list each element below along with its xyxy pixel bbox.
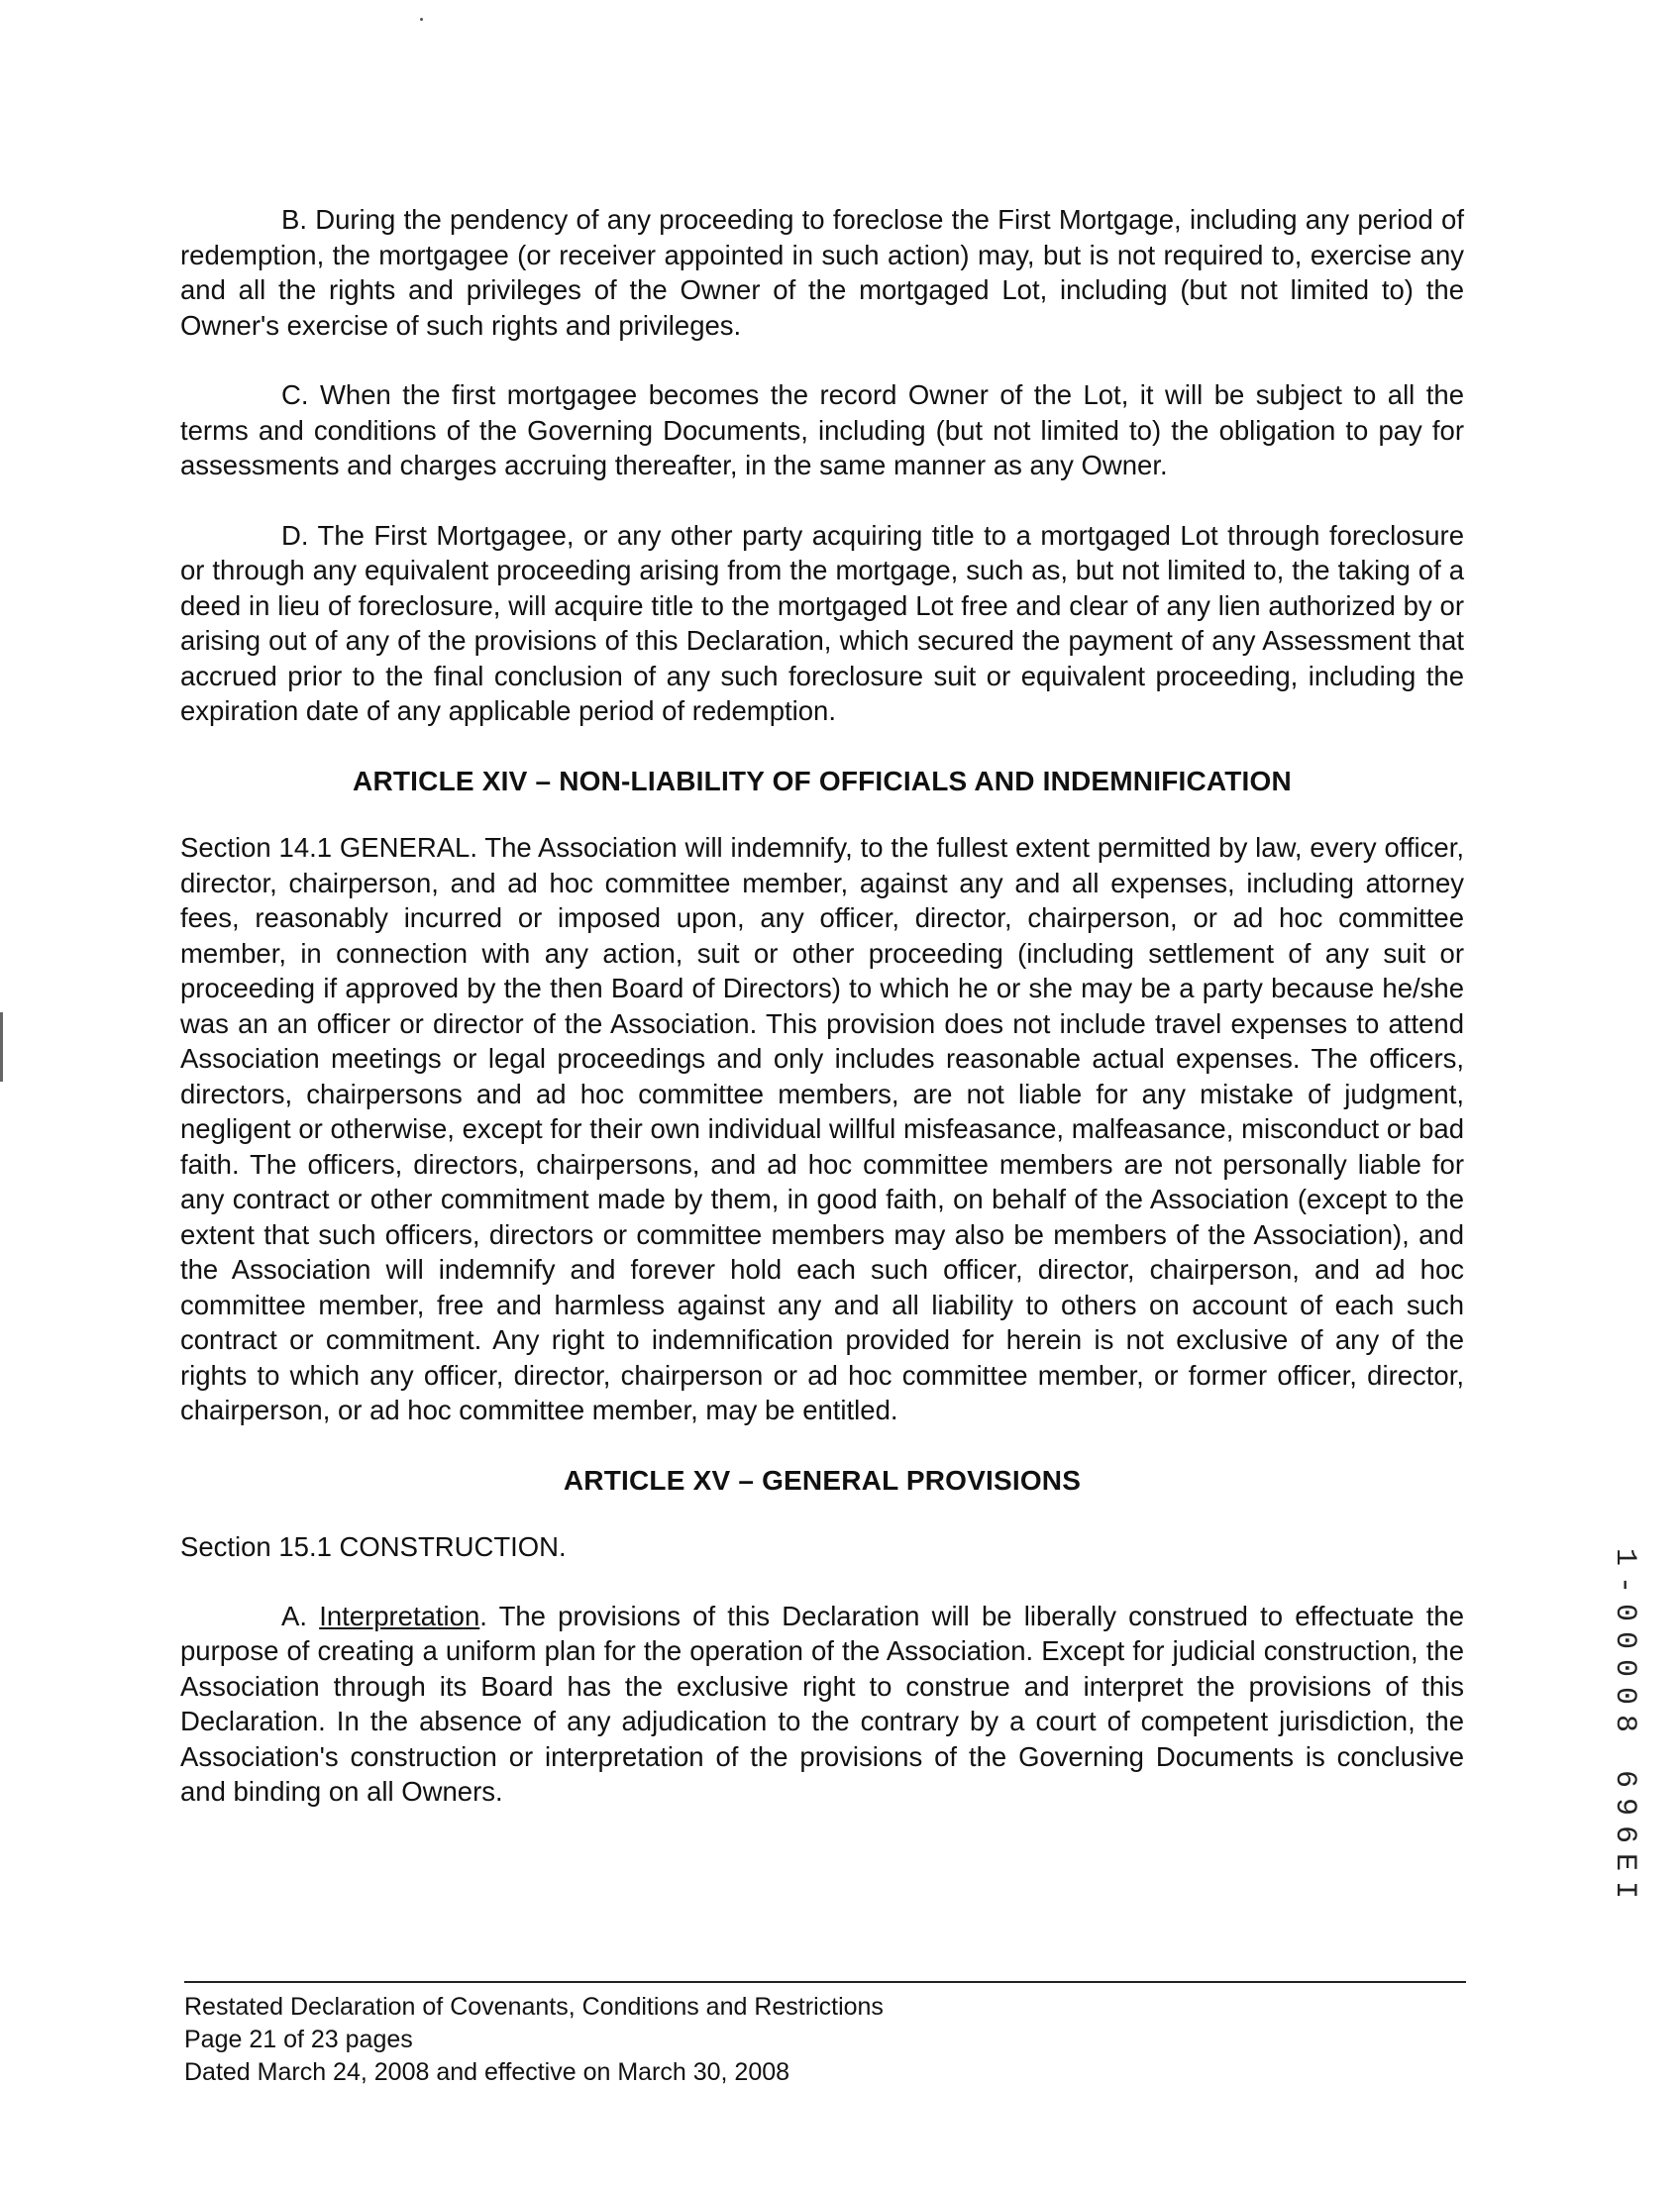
footer-dates: Dated March 24, 2008 and effective on March 30, 2008: [184, 2058, 790, 2086]
section-15-1-title: Section 15.1 CONSTRUCTION.: [180, 1531, 567, 1562]
paragraph-a-text: . The provisions of this Declaration will be liberally construed to effectuate the purpose of creating a uniform plan for the operation of the Association. Except for judicial construction, the Association through its Board has the exclusive right to construe and interpret the provisions of this Declaration. In the absence of any adjudication to the contrary by a court of competent jurisdiction, the Association's construction or interpretation of the provisions of the Governing Documents is conclusive and binding on all Owners.: [180, 1600, 1464, 1807]
section-14-1-paragraph: Section 14.1 GENERAL. The Association will indemnify, to the fullest extent permitted by law, every officer, director, chairperson, and ad hoc committee member, against any and all expenses, including attorney fees, reasonably incurred or imposed upon, any officer, director, chairperson, or ad hoc committee member, in connection with any action, suit or other proceeding (including settlement of any suit or proceeding if approved by the then Board of Directors) to which he or she may be a party because he/she was an an officer or director of the Association. This provision does not include travel expenses to attend Association meetings or legal proceedings and only includes reasonable actual expenses. The officers, directors, chairpersons and ad hoc committee members, are not liable for any mistake of judgment, negligent or otherwise, except for their own individual willful misfeasance, malfeasance, misconduct or bad faith. The officers, directors, chairpersons, and ad hoc committee members are not personally liable for any contract or other commitment made by them, in good faith, on behalf of the Association (except to the extent that such officers, directors or committee members may also be members of the Association), and the Association will indemnify and forever hold each such officer, director, chairperson, and ad hoc committee member, free and harmless against any and all liability to others on account of each such contract or commitment. Any right to indemnification provided for herein is not exclusive of any of the rights to which any officer, director, chairperson or ad hoc committee member, or former officer, director, chairperson, or ad hoc committee member, may be entitled.: [180, 832, 1464, 1425]
footer-divider: [184, 1981, 1466, 1983]
interpretation-label: Interpretation: [319, 1600, 480, 1631]
article-xiv-heading: ARTICLE XIV – NON-LIABILITY OF OFFICIALS AND INDEMNIFICATION: [353, 765, 1292, 796]
paragraph-a-prefix: A.: [281, 1600, 320, 1631]
page-footer: [184, 1981, 1466, 2089]
side-stamp-text: 1-00008 696EI: [1608, 1547, 1641, 1910]
side-stamp: [1605, 1547, 1644, 1910]
article-xv-heading: ARTICLE XV – GENERAL PROVISIONS: [563, 1464, 1082, 1496]
paragraph-d: D. The First Mortgagee, or any other party acquiring title to a mortgaged Lot through foreclosure or through any equivalent proceeding arising from the mortgage, such as, but not limited to, the taking of a deed in lieu of foreclosure, will acquire title to the mortgaged Lot free and clear of any lien authorized by or arising out of any of the provisions of this Declaration, which secured the payment of any Assessment that accrued prior to the final conclusion of any such foreclosure suit or equivalent proceeding, including the expiration date of any applicable period of redemption.: [180, 519, 1464, 726]
scan-edge-mark: [0, 1012, 3, 1082]
scan-speck: [420, 18, 423, 21]
paragraph-a-interpretation: [180, 1599, 1464, 1810]
document-body: [180, 202, 1464, 1844]
footer-document-title: Restated Declaration of Covenants, Conditions and Restrictions: [184, 1993, 884, 2021]
paragraph-b: B. During the pendency of any proceeding to foreclose the First Mortgage, including any period of redemption, the mortgagee (or receiver appointed in such action) may, but is not required to, exercise any and all the rights and privileges of the Owner of the mortgaged Lot, including (but not limited to) the Owner's exercise of such rights and privileges.: [180, 204, 1464, 341]
paragraph-c: C. When the first mortgagee becomes the record Owner of the Lot, it will be subject to all the terms and conditions of the Governing Documents, including (but not limited to) the obligation to pay for assessments and charges accruing thereafter, in the same manner as any Owner.: [180, 379, 1464, 480]
footer-page-number: Page 21 of 23 pages: [184, 2026, 413, 2053]
